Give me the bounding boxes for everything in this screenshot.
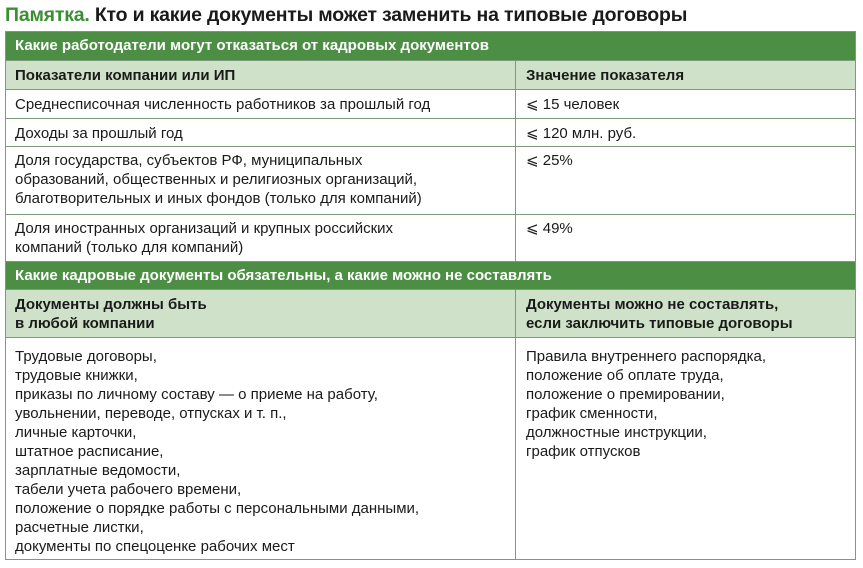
indicator-cell: [6, 147, 516, 214]
indicator-line: образований, общественных и религиозных организаций,: [15, 171, 418, 188]
list-item: трудовые книжки,: [15, 367, 138, 384]
col-header-optional: [516, 290, 855, 337]
page-title: [5, 2, 687, 28]
col-header-line: Документы можно не составлять,: [526, 296, 779, 313]
value-cell: ⩽ 120 млн. руб.: [526, 125, 637, 142]
value-cell: ⩽ 25%: [526, 152, 573, 169]
indicator-line: Доля иностранных организаций и крупных российских: [15, 220, 394, 237]
indicator-cell: [6, 90, 516, 118]
indicator-cell: [6, 215, 516, 261]
list-item: личные карточки,: [15, 424, 137, 441]
value-cell: ⩽ 15 человек: [526, 96, 620, 113]
optional-docs-cell: [516, 338, 855, 559]
value-cell: ⩽ 49%: [526, 220, 573, 237]
list-item: Трудовые договоры,: [15, 348, 157, 365]
col-header-line: Документы должны быть: [15, 296, 207, 313]
indicator-line: Доля государства, субъектов РФ, муниципальных: [15, 152, 363, 169]
list-item: увольнении, переводе, отпусках и т. п.,: [15, 405, 287, 422]
list-item: приказы по личному составу — о приеме на работу,: [15, 386, 378, 403]
indicator-line: компаний (только для компаний): [15, 239, 244, 256]
title-rest: Кто и какие документы может заменить на типовые договоры: [94, 4, 688, 26]
indicators-header-row: [6, 60, 855, 89]
list-item: штатное расписание,: [15, 443, 164, 460]
table-row: [6, 214, 855, 261]
list-item: положение о премировании,: [526, 386, 725, 403]
documents-header-row: [6, 289, 855, 337]
list-item: табели учета рабочего времени,: [15, 481, 242, 498]
list-item: график отпусков: [526, 443, 641, 460]
indicator-line: Доходы за прошлый год: [15, 125, 183, 142]
table-row: [6, 89, 855, 118]
list-item: положение об оплате труда,: [526, 367, 724, 384]
table-row: [6, 118, 855, 146]
indicator-cell: [6, 119, 516, 146]
list-item: зарплатные ведомости,: [15, 462, 181, 479]
col-header-indicator: Показатели компании или ИП: [6, 61, 516, 89]
table-row: [6, 146, 855, 214]
title-lead: Памятка.: [5, 4, 90, 26]
section-documents-heading: Какие кадровые документы обязательны, а какие можно не составлять: [6, 261, 855, 289]
list-item: должностные инструкции,: [526, 424, 707, 441]
memo-table: [5, 31, 856, 560]
list-item: документы по спецоценке рабочих мест: [15, 538, 295, 555]
section-employers-heading: Какие работодатели могут отказаться от кадровых документов: [6, 32, 855, 60]
col-header-value: Значение показателя: [526, 67, 685, 84]
documents-row: [6, 337, 855, 559]
col-header-required: [6, 290, 516, 337]
col-header-line: если заключить типовые договоры: [526, 315, 793, 332]
list-item: Правила внутреннего распорядка,: [526, 348, 767, 365]
list-item: положение о порядке работы с персональными данными,: [15, 500, 420, 517]
col-header-line: в любой компании: [15, 315, 155, 332]
indicator-line: Среднесписочная численность работников за прошлый год: [15, 96, 431, 113]
indicator-line: благотворительных и иных фондов (только для компаний): [15, 190, 422, 207]
required-docs-cell: [6, 338, 516, 559]
list-item: график сменности,: [526, 405, 658, 422]
list-item: расчетные листки,: [15, 519, 144, 536]
